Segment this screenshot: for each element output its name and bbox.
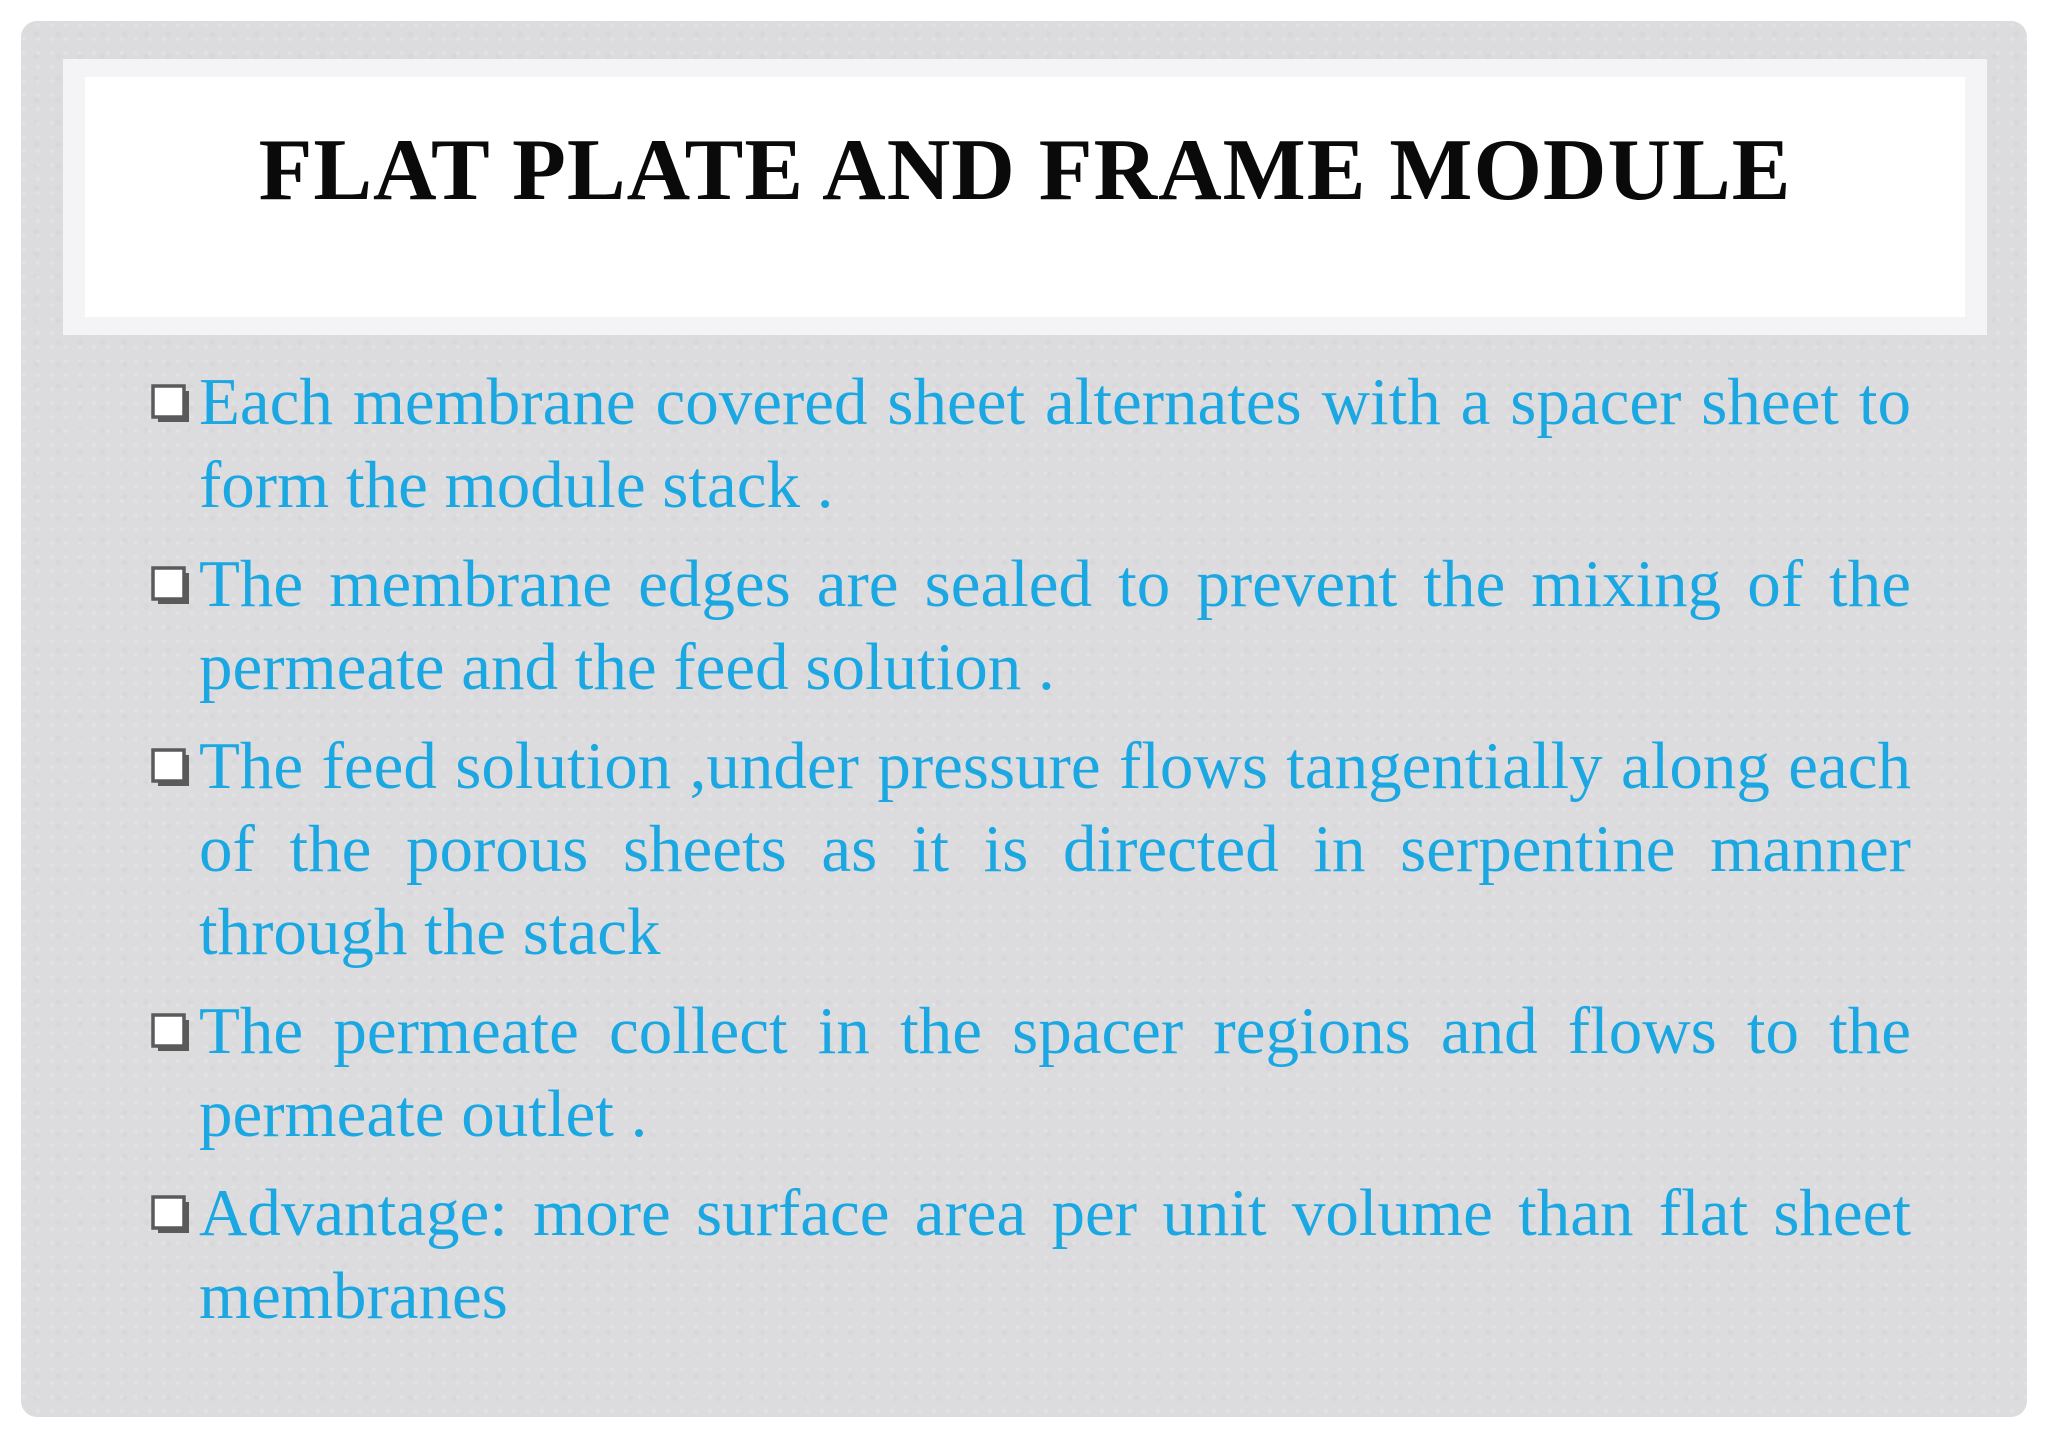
title-box — [85, 77, 1965, 317]
checkbox-square-icon — [151, 1013, 191, 1053]
bullet-text: Advantage: more surface area per unit volume than flat sheet membranes — [199, 1176, 1911, 1333]
bullet-text: Each membrane covered sheet alternates with a spacer sheet to form the module stack . — [199, 365, 1911, 522]
bullet-text: The membrane edges are sealed to prevent the mixing of the permeate and the feed solution . — [199, 547, 1911, 704]
checkbox-square-icon — [151, 748, 191, 788]
checkbox-square-icon — [151, 1195, 191, 1235]
bullet-text: The permeate collect in the spacer regions and flows to the permeate outlet . — [199, 994, 1911, 1151]
checkbox-square-icon — [151, 384, 191, 424]
bullet-item — [151, 1172, 1911, 1338]
slide — [21, 21, 2027, 1417]
checkbox-square-icon — [151, 566, 191, 606]
bullet-text: The feed solution ,under pressure flows tangentially along each of the porous sheets as it is directed in serpentine manner through the stack — [199, 729, 1911, 969]
bullet-item — [151, 543, 1911, 709]
slide-title: FLAT PLATE AND FRAME MODULE — [258, 122, 1792, 219]
bullet-list — [151, 361, 1911, 1354]
bullet-item — [151, 990, 1911, 1156]
bullet-item — [151, 361, 1911, 527]
bullet-item — [151, 725, 1911, 974]
